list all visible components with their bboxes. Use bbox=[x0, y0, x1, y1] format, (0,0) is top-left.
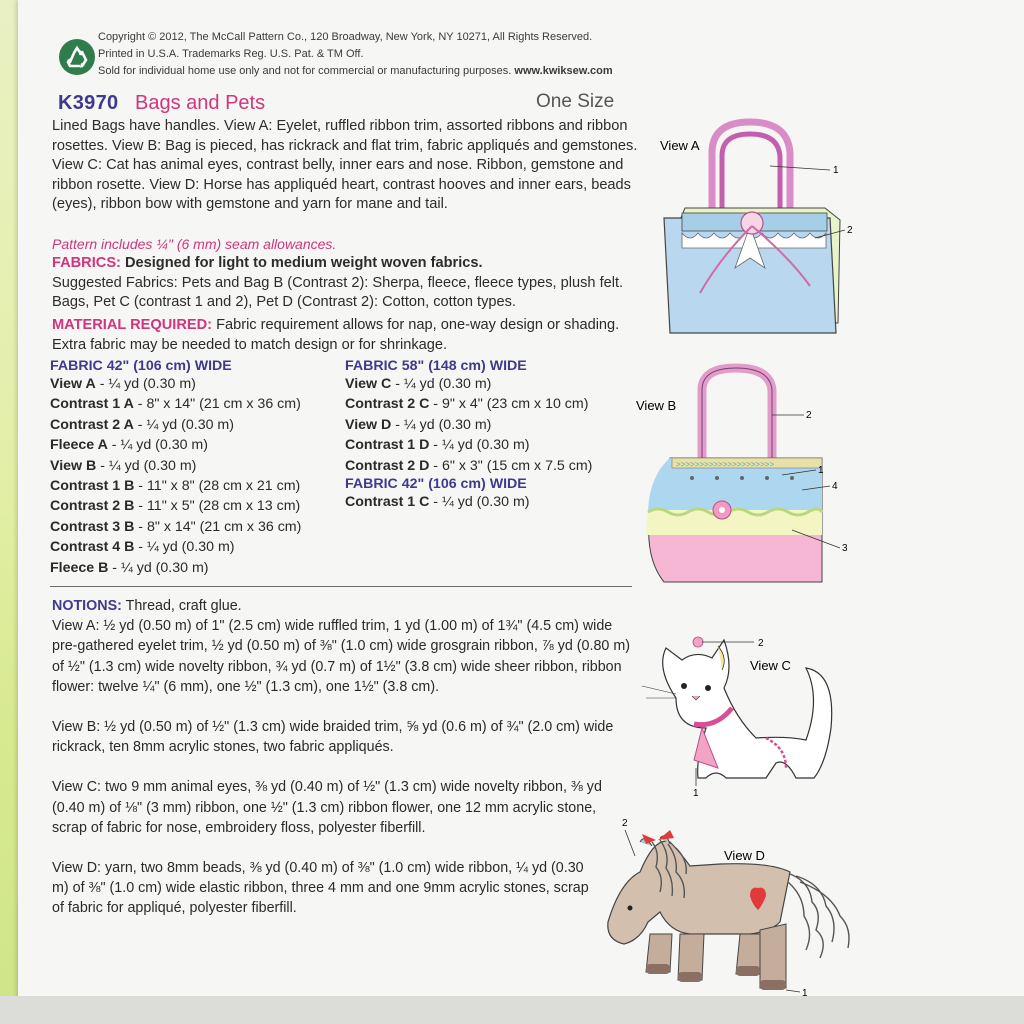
fabric-requirement-row bbox=[50, 517, 350, 537]
fabrics-suggested: Suggested Fabrics: Pets and Bag B (Contrast 2): Sherpa, fleece, fleece types, plush felt. Bags, Pet C (contrast 1 and 2), Pet D (Contrast 2): Cotton, cotton types. bbox=[52, 274, 624, 310]
view-b-bag-illustration bbox=[632, 360, 852, 592]
section-divider bbox=[50, 586, 632, 587]
requirement-separator: - bbox=[95, 376, 109, 392]
col1-heading: FABRIC 42" (106 cm) WIDE bbox=[50, 358, 232, 374]
requirement-separator: - bbox=[107, 437, 121, 454]
col2-rows bbox=[345, 374, 645, 476]
view-b-callout-2: 2 bbox=[806, 410, 812, 421]
website-link: www.kwiksew.com bbox=[514, 65, 613, 77]
view-c-callout-2: 2 bbox=[758, 638, 764, 649]
view-a-callout-1: 1 bbox=[833, 165, 839, 176]
requirement-item: Contrast 4 B bbox=[50, 539, 135, 556]
fabric-requirement-row bbox=[50, 435, 350, 455]
view-d-horse-illustration bbox=[600, 812, 870, 1000]
fabric-requirement-row bbox=[50, 496, 350, 516]
requirement-item: Contrast 2 B bbox=[50, 498, 135, 515]
view-b-label: View B bbox=[636, 398, 677, 413]
view-d-callout-2: 2 bbox=[622, 818, 628, 829]
copyright-line1: Copyright © 2012, The McCall Pattern Co., 120 Broadway, New York, NY 10271, All Rights Reserved. bbox=[98, 31, 593, 43]
fabric-requirement-row bbox=[345, 456, 645, 476]
view-d-label: View D bbox=[724, 848, 765, 863]
material-section bbox=[52, 316, 652, 355]
seam-allowance-note: Pattern includes ¼" (6 mm) seam allowances. bbox=[52, 236, 337, 252]
requirement-item: Contrast 2 A bbox=[50, 416, 134, 433]
requirement-item: Contrast 1 A bbox=[50, 396, 134, 413]
view-c-cat-illustration bbox=[636, 628, 836, 798]
requirement-item: View A bbox=[50, 376, 96, 392]
fabrics-label: FABRICS: bbox=[52, 255, 121, 271]
copyright-line3-text: Sold for individual home use only and not for commercial or manufacturing purposes. bbox=[98, 65, 512, 77]
requirement-separator: - bbox=[429, 396, 442, 413]
requirement-item: View B bbox=[50, 457, 97, 474]
requirement-amount: ¼ yd (0.30 m) bbox=[120, 437, 208, 454]
fabric-requirement-row bbox=[345, 435, 645, 455]
requirement-item: View D bbox=[345, 416, 392, 433]
page-bottom-edge bbox=[0, 996, 1024, 1024]
fabric-requirement-row bbox=[345, 492, 645, 512]
notions-label: NOTIONS: bbox=[52, 598, 122, 614]
view-c-label: View C bbox=[750, 658, 791, 673]
pattern-name: Bags and Pets bbox=[135, 92, 266, 114]
requirement-separator: - bbox=[391, 376, 404, 392]
recycle-icon bbox=[58, 38, 96, 76]
requirement-amount: 11" x 5" (28 cm x 13 cm) bbox=[146, 498, 301, 515]
requirement-item: View C bbox=[345, 376, 392, 392]
fabric-requirement-row bbox=[345, 374, 645, 394]
material-label: MATERIAL REQUIRED: bbox=[52, 317, 212, 333]
col1-rows bbox=[50, 374, 350, 578]
notions-intro: Thread, craft glue. bbox=[125, 598, 242, 614]
requirement-separator: - bbox=[134, 518, 147, 535]
notions-view-a: View A: ½ yd (0.50 m) of 1" (2.5 cm) wide ruffled trim, 1 yd (1.00 m) of 1¾" (4.5 cm) wide pre-gathered eyelet trim, ½ yd (0.50 m) of ⅜" (1.0 cm) wide grosgrain ribbon, ⅞ yd (0.80 m) of ½" (1.3 cm) wide novelty ribbon, ¾ yd (0.7 m) of 1½" (3.8 cm) wide sheer ribbon, ribbon flower: twelve ¼" (6 mm), one ½" (1.3 cm), one 1½" (3.8 cm). bbox=[52, 618, 630, 695]
requirement-item: Fleece A bbox=[50, 437, 108, 454]
requirement-amount: ¼ yd (0.30 m) bbox=[146, 416, 234, 433]
requirement-separator: - bbox=[96, 457, 109, 474]
description: Lined Bags have handles. View A: Eyelet, ruffled ribbon trim, assorted ribbons and ribbon rosettes. View B: Bag is pieced, has rickrack and flat trim, fabric appliqués and gemstones. View C: Cat has animal eyes, contrast belly, inner ears and nose. Ribbon, gemstone and ribbon rosette. View D: Horse has appliquéd heart, contrast hooves and inner ears, beads (eyes), ribbon bow with gemstone and yarn for mane and tail. bbox=[52, 118, 638, 212]
notions-intro-line bbox=[52, 596, 652, 616]
requirement-amount: 6" x 3" (15 cm x 7.5 cm) bbox=[441, 457, 593, 474]
col2-heading2: FABRIC 42" (106 cm) WIDE bbox=[345, 476, 527, 493]
requirement-separator: - bbox=[133, 416, 147, 433]
requirement-separator: - bbox=[429, 494, 442, 511]
view-d-callout-1: 1 bbox=[802, 988, 808, 999]
notions-view-b: View B: ½ yd (0.50 m) of ½" (1.3 cm) wide braided trim, ⅝ yd (0.6 m) of ¾" (2.0 cm) wide rickrack, ten 8mm acrylic stones, two fabric appliqués. bbox=[52, 719, 614, 756]
requirement-separator: - bbox=[133, 396, 147, 413]
fabric-requirement-row bbox=[50, 558, 350, 578]
requirement-separator: - bbox=[134, 498, 147, 515]
requirement-separator: - bbox=[391, 416, 404, 433]
requirement-amount: ¼ yd (0.30 m) bbox=[146, 539, 235, 556]
requirement-separator: - bbox=[134, 478, 147, 495]
requirement-amount: 9" x 4" (23 cm x 10 cm) bbox=[441, 396, 589, 413]
pattern-code: K3970 bbox=[58, 92, 119, 114]
copyright-block bbox=[98, 29, 613, 80]
requirement-separator: - bbox=[429, 457, 442, 474]
fabric-column-1 bbox=[50, 358, 350, 578]
requirement-amount: ¼ yd (0.30 m) bbox=[108, 457, 197, 474]
requirement-item: Fleece B bbox=[50, 559, 109, 576]
requirement-amount: 11" x 8" (28 cm x 21 cm) bbox=[146, 478, 301, 495]
fabric-requirement-row bbox=[50, 537, 350, 557]
view-b-callout-1: 1 bbox=[818, 465, 824, 476]
requirement-item: Contrast 2 C bbox=[345, 396, 430, 413]
fabric-requirement-row bbox=[50, 374, 350, 394]
fabric-column-2 bbox=[345, 358, 645, 512]
requirement-amount: 8" x 14" (21 cm x 36 cm) bbox=[146, 518, 302, 535]
fabric-requirement-row bbox=[345, 415, 645, 435]
copyright-line3 bbox=[98, 63, 613, 80]
fabric-requirement-row bbox=[50, 456, 350, 476]
requirement-amount: ¼ yd (0.30 m) bbox=[403, 376, 492, 392]
requirement-separator: - bbox=[134, 539, 147, 556]
requirement-amount: ¼ yd (0.30 m) bbox=[441, 494, 530, 511]
col2-rows2 bbox=[345, 492, 645, 512]
fabrics-section bbox=[52, 254, 662, 313]
requirement-amount: ¼ yd (0.30 m) bbox=[108, 376, 196, 392]
requirement-amount: ¼ yd (0.30 m) bbox=[120, 559, 209, 576]
view-b-callout-3: 3 bbox=[842, 543, 848, 554]
requirement-item: Contrast 1 B bbox=[50, 478, 135, 495]
requirement-amount: 8" x 14" (21 cm x 36 cm) bbox=[146, 396, 301, 413]
fabric-requirement-row bbox=[50, 415, 350, 435]
requirement-separator: - bbox=[108, 559, 121, 576]
requirement-item: Contrast 1 D bbox=[345, 437, 430, 454]
requirement-amount: ¼ yd (0.30 m) bbox=[441, 437, 530, 454]
col2-heading: FABRIC 58" (148 cm) WIDE bbox=[345, 358, 527, 374]
view-c-callout-1: 1 bbox=[693, 788, 699, 798]
requirement-item: Contrast 3 B bbox=[50, 518, 135, 535]
view-b-callout-4: 4 bbox=[832, 481, 838, 492]
view-a-callout-2: 2 bbox=[847, 225, 853, 236]
fabric-requirement-row bbox=[345, 394, 645, 414]
material-text: Fabric requirement allows for nap, one-way design or shading. Extra fabric may be needed to match design or for shrinkage. bbox=[52, 317, 620, 353]
requirement-separator: - bbox=[429, 437, 442, 454]
fabric-requirement-row bbox=[50, 476, 350, 496]
size-label: One Size bbox=[536, 91, 615, 112]
fabric-requirement-row bbox=[50, 394, 350, 414]
requirement-item: Contrast 1 C bbox=[345, 494, 430, 511]
view-a-label: View A bbox=[660, 138, 700, 153]
requirement-item: Contrast 2 D bbox=[345, 457, 430, 474]
svg-text:>>>>>>>>>>>>>>>>>>>>>: >>>>>>>>>>>>>>>>>>>>> bbox=[676, 460, 775, 469]
requirement-amount: ¼ yd (0.30 m) bbox=[403, 416, 492, 433]
notions-view-d: View D: yarn, two 8mm beads, ⅜ yd (0.40 m) of ⅜" (1.0 cm) wide ribbon, ¼ yd (0.30 m) of ⅜" (1.0 cm) wide elastic ribbon, three 4 mm and one 9mm acrylic stones, scrap of fabric for appliqué, polyester fiberfill. bbox=[52, 860, 589, 917]
notions-view-c: View C: two 9 mm animal eyes, ⅜ yd (0.40 m) of ½" (1.3 cm) wide novelty ribbon, ⅜ yd (0.40 m) of ⅛" (3 mm) ribbon, one ½" (1.3 cm) ribbon flower, one 12 mm acrylic stone, scrap of fabric for nose, embroidery floss, polyester fiberfill. bbox=[52, 779, 602, 836]
view-a-bag-illustration bbox=[640, 108, 860, 348]
copyright-line2: Printed in U.S.A. Trademarks Reg. U.S. Pat. & TM Off. bbox=[98, 48, 364, 60]
notions-section bbox=[52, 596, 652, 919]
fabrics-weight: Designed for light to medium weight woven fabrics. bbox=[124, 255, 483, 271]
